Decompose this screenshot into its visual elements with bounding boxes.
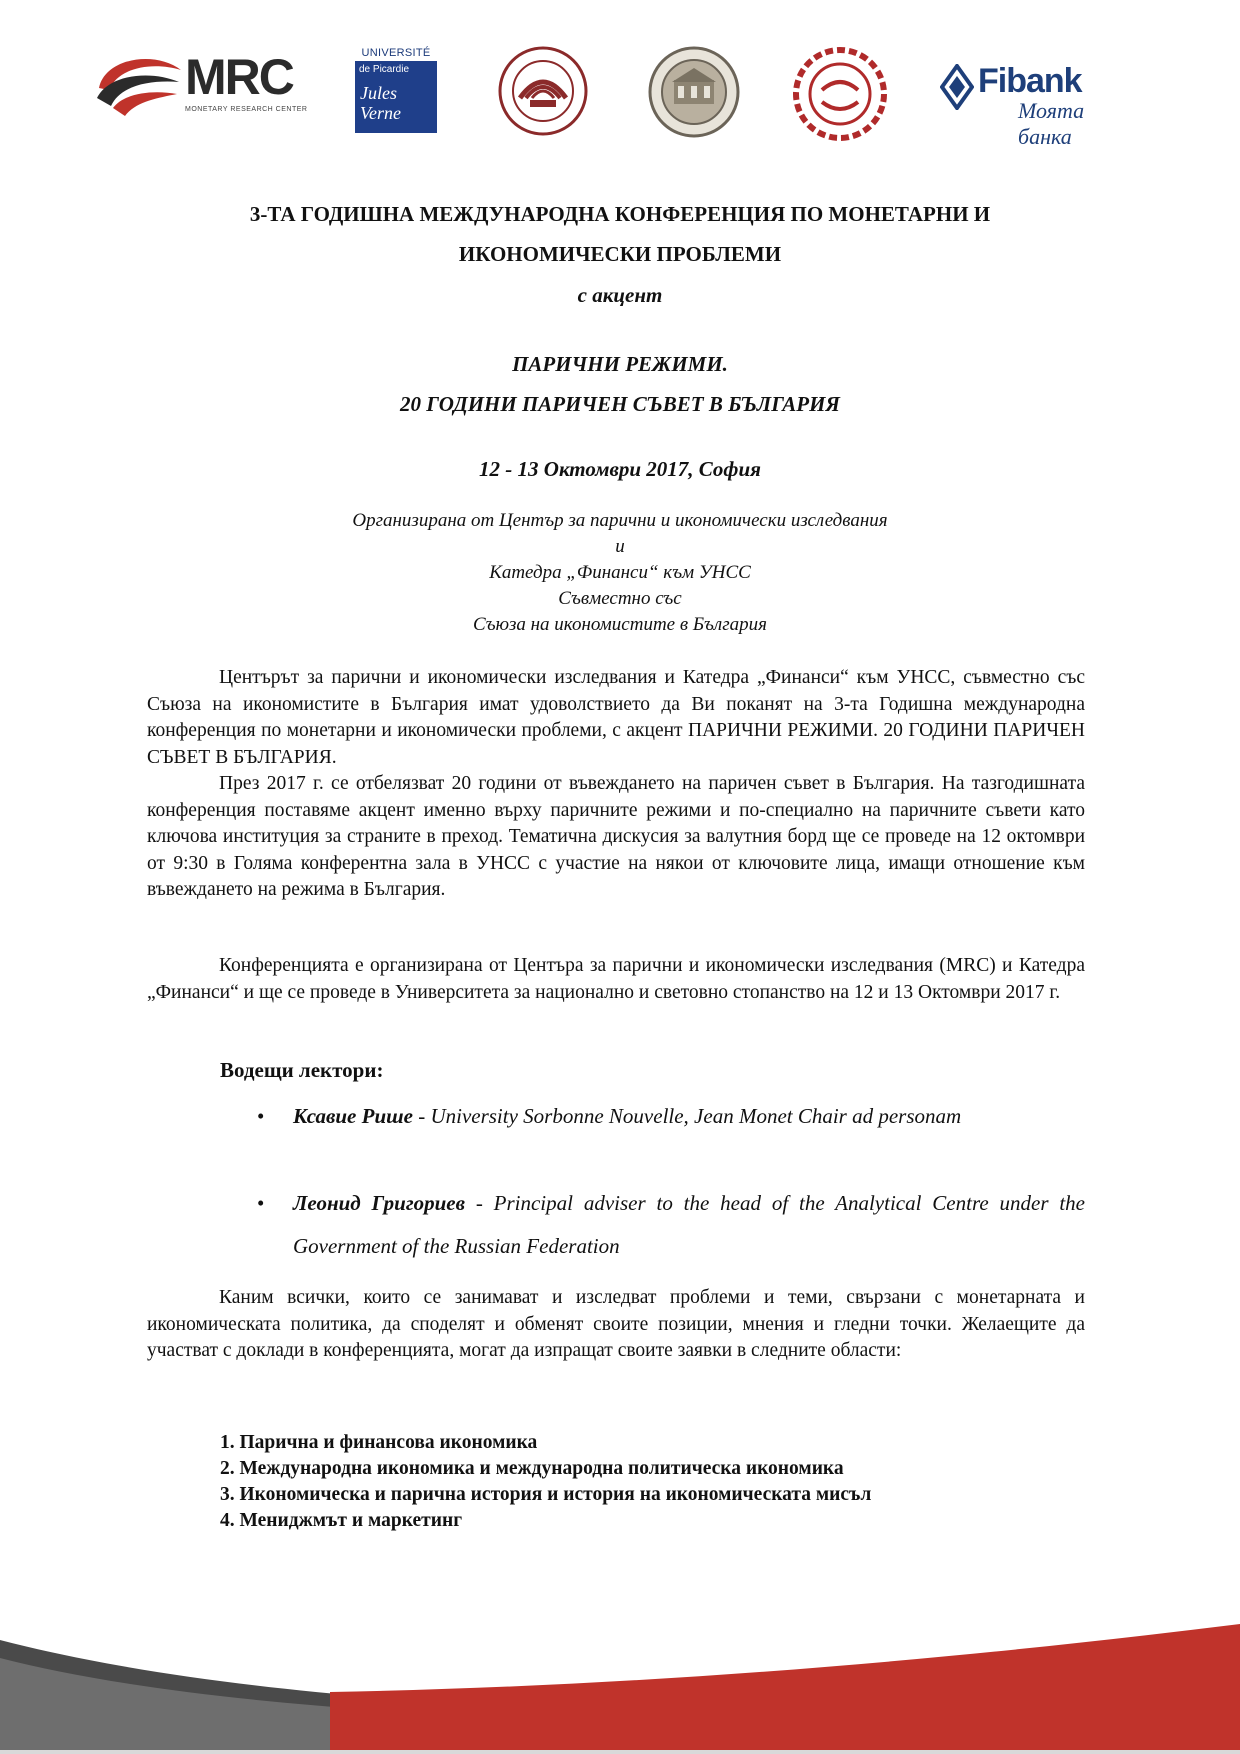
call-for-papers-paragraph: Каним всички, които се занимават и изследват проблеми и теми, свързани с монетарната и икономическата политика, да споделят и обменят своите позиции, мнения и гледни точки. Желаещите да участват с доклади в конференцията, могат да изпращат своите заявки в следните области: [147,1287,1085,1361]
ujv-line2: Jules Verne [360,83,401,123]
topic-area: 1. Парична и финансова икономика [220,1432,538,1453]
ujv-logo [355,47,437,134]
organizer-line5: Съюза на икономистите в България [473,614,767,635]
speaker-item [293,1095,1085,1138]
research-centre-seal-icon [648,46,740,143]
ujv-university: UNIVERSITÉ [361,47,431,59]
mrc-subtitle: MONETARY RESEARCH CENTER [185,106,308,113]
bullet-icon: • [257,1104,265,1128]
fibank-logo [940,62,1125,149]
speaker-affiliation: - Principal adviser to the head of the Analytical Centre under the Government of the Russian Federation [293,1191,1085,1258]
sib-1895-seal-icon [792,46,888,147]
speaker-name: Леонид Григориев [293,1191,465,1215]
topic-area: 3. Икономическа и парична история и история на икономическата мисъл [220,1484,872,1505]
conference-title-line2: ИКОНОМИЧЕСКИ ПРОБЛЕМИ [458,242,782,266]
organizer-line2: и [615,536,625,557]
leaders-heading: Водещи лектори: [220,1058,384,1082]
mrc-wordmark: MRC [185,49,293,105]
bullet-icon: • [257,1191,265,1215]
mrc-logo [95,48,310,120]
fibank-mark-icon [940,64,974,110]
theme-line1: ПАРИЧНИ РЕЖИМИ. [512,352,728,376]
anniversary-paragraph: През 2017 г. се отбелязват 20 години от въвеждането на паричен съвет в България. На тазгодишната конференция поставяме акцент именно върху паричните режими и по-специално на паричните съвети като ключова институция за страните в преход. Тематична дискусия за валутния борд ще се проведе на 12 октомври от 9:30 в Голяма конферентна зала в УНСС с участие на някои от ключовите лица, имащи отношение към въвеждането на режима в България. [147,773,1085,900]
ujv-line1: de Picardie [359,64,410,75]
logo-strip [0,40,1240,150]
intro-paragraph: Центърът за парични и икономически изследвания и Катедра „Финанси“ към УНСС, съвместно със Съюза на икономистите в България имат удоволствието да Ви поканят на 3-та Годишна международна конференция по монетарни и икономически проблеми, с акцент ПАРИЧНИ РЕЖИМИ. 20 ГОДИНИ ПАРИЧЕН СЪВЕТ В БЪЛГАРИЯ. [147,667,1085,768]
organizer-line1: Организирана от Център за парични и икономически изследвания [352,510,888,531]
organizer-line4: Съвместно със [558,588,682,609]
date-place: 12 - 13 Октомври 2017, София [479,457,761,481]
topic-area: 4. Мениджмът и маркетинг [220,1510,463,1531]
topic-area: 2. Международна икономика и международна политическа икономика [220,1458,844,1479]
conference-title-line1: 3-ТА ГОДИШНА МЕЖДУНАРОДНА КОНФЕРЕНЦИЯ ПО МОНЕТАРНИ И [249,202,991,226]
mrc-swoosh-icon [95,48,183,120]
venue-paragraph: Конференцията е организирана от Центъра за парични и икономически изследвания (MRC) и Катедра „Финанси“ и ще се проведе в Университета за национално и световно стопанство на 12 и 13 Октомври 2017 г. [147,955,1085,1003]
speaker-name: Ксавие Рише [293,1104,413,1128]
speaker-item [293,1182,1085,1268]
footer-stripes [0,1600,1240,1754]
ujv-box [355,61,437,133]
fibank-slogan: Моята банка [1018,98,1085,149]
unwe-seal-icon [498,46,588,141]
accent-label: с акцент [577,283,663,307]
organizer-line3: Катедра „Финанси“ към УНСС [489,562,751,583]
theme-line2: 20 ГОДИНИ ПАРИЧЕН СЪВЕТ В БЪЛГАРИЯ [400,392,840,416]
fibank-wordmark: Fibank [978,62,1082,100]
speaker-affiliation: - University Sorbonne Nouvelle, Jean Monet Chair ad personam [412,1104,962,1128]
